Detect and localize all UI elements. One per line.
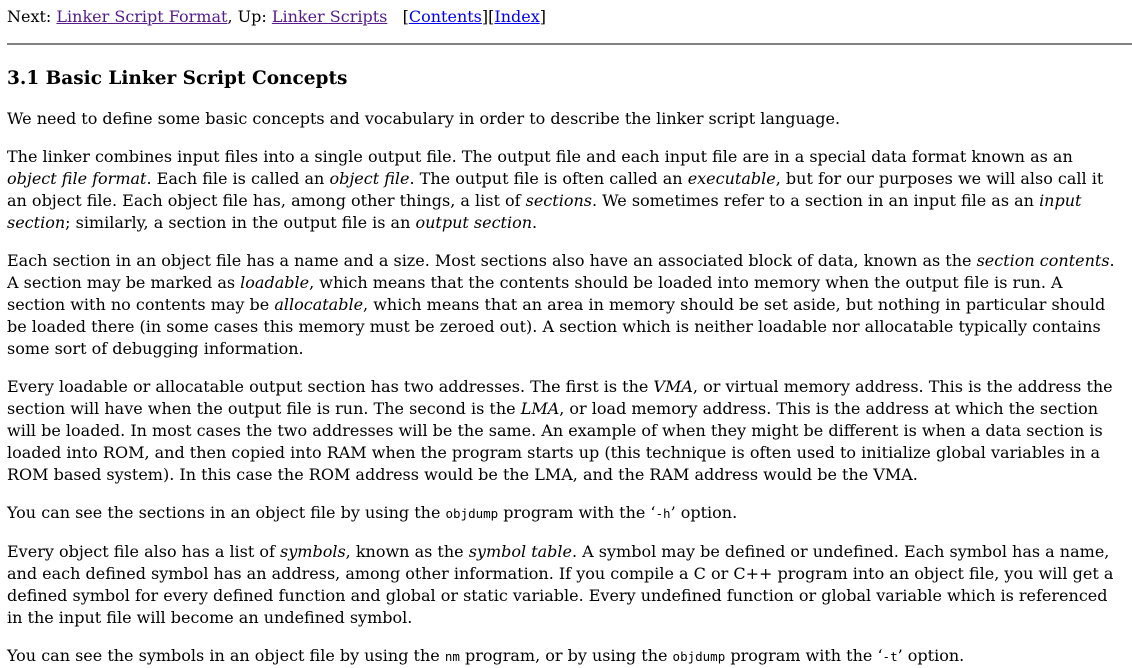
navigation-header [7, 6, 1125, 28]
paragraph-object-files [7, 146, 1125, 234]
code-nm: nm [444, 649, 460, 664]
section-heading: 3.1 Basic Linker Script Concepts [7, 68, 348, 89]
text: , but for our purposes we will also call it an object file. Each object file has, among other things, a list of [7, 169, 1104, 210]
code-option-h: -h [655, 506, 671, 521]
next-link[interactable]: Linker Script Format [56, 7, 228, 26]
text: Each section in an object file has a name and a size. Most sections also have an associated block of data, known as the [7, 251, 977, 270]
paragraph-nm-symbols [7, 645, 1125, 668]
up-link[interactable]: Linker Scripts [271, 7, 388, 26]
text: program with the ‘ [725, 646, 883, 665]
term-loadable: loadable [240, 273, 310, 292]
text: ; similarly, a section in the output file is an [65, 213, 416, 232]
index-link[interactable]: Index [494, 7, 540, 26]
text: Every object file also has a list of [7, 542, 281, 561]
term-sections: sections [525, 191, 592, 210]
term-allocatable: allocatable [274, 295, 364, 314]
term-lma: LMA [520, 399, 560, 418]
text: . We sometimes refer to a section in an input file as an [591, 191, 1040, 210]
paragraph-objdump-sections [7, 502, 1125, 525]
term-symbol-table: symbol table [468, 542, 572, 561]
term-object-file-format: object file format [7, 169, 147, 188]
text: , which means that the contents should be loaded into memory when the output file is run. A section with no contents may be [7, 273, 1063, 314]
paragraph-symbols [7, 541, 1125, 629]
term-executable: executable [687, 169, 776, 188]
text: . A section may be marked as [7, 251, 1115, 292]
paragraph-sections [7, 250, 1125, 360]
text: . The output file is often called an [409, 169, 688, 188]
term-object-file: object file [329, 169, 410, 188]
text: . [532, 213, 538, 232]
code-objdump: objdump [445, 506, 499, 521]
up-separator: , Up: [227, 7, 272, 26]
text: . A symbol may be defined or undefined. Each symbol has a name, and each defined symbol has an address, among other information. If you compile a C or C++ program into an object file, you will get a defined symbol for every defined function and global or static variable. Every undefined function or global variable which is referenced in the input file will become an undefined symbol. [7, 542, 1114, 627]
bracket-mid: ][ [481, 7, 495, 26]
paragraph-intro: We need to define some basic concepts and vocabulary in order to describe the linker script language. [7, 109, 841, 128]
text: , or load memory address. This is the address at which the section will be loaded. In most cases the two addresses will be the same. An example of when they might be different is when a data section is loaded into ROM, and then copied into RAM when the program starts up (this technique is often used to initialize global variables in a ROM based system). In this case the ROM address would be the LMA, and the RAM address would be the VMA. [7, 399, 1103, 484]
text: program with the ‘ [498, 503, 656, 522]
code-option-t: -t [882, 649, 898, 664]
text: , or virtual memory address. This is the address the section will have when the output file is run. The second is the [7, 377, 1113, 418]
paragraph-addresses [7, 376, 1125, 486]
next-label: Next: [7, 7, 57, 26]
code-objdump: objdump [672, 649, 726, 664]
text: Every loadable or allocatable output section has two addresses. The first is the [7, 377, 654, 396]
text: The linker combines input files into a single output file. The output file and each input file are in a special data format known as an [7, 147, 1073, 166]
text: , known as the [345, 542, 469, 561]
text: , which means that an area in memory should be set aside, but nothing in particular should be loaded there (in some cases this memory must be zeroed out). A section which is neither loadable nor allocatable typically contains some sort of debugging information. [7, 295, 1106, 358]
text: ’ option. [670, 503, 738, 522]
text: You can see the sections in an object file by using the [7, 503, 446, 522]
term-section-contents: section contents [976, 251, 1110, 270]
contents-link[interactable]: Contents [408, 7, 482, 26]
text: ’ option. [897, 646, 965, 665]
text: . Each file is called an [146, 169, 330, 188]
term-vma: VMA [653, 377, 693, 396]
text: You can see the symbols in an object file by using the [7, 646, 445, 665]
bracket-open: [ [402, 7, 409, 26]
term-symbols: symbols [280, 542, 346, 561]
term-input-section: input section [7, 191, 1082, 232]
bracket-close: ] [539, 7, 546, 26]
text: program, or by using the [459, 646, 673, 665]
divider [7, 43, 1132, 45]
term-output-section: output section [415, 213, 533, 232]
